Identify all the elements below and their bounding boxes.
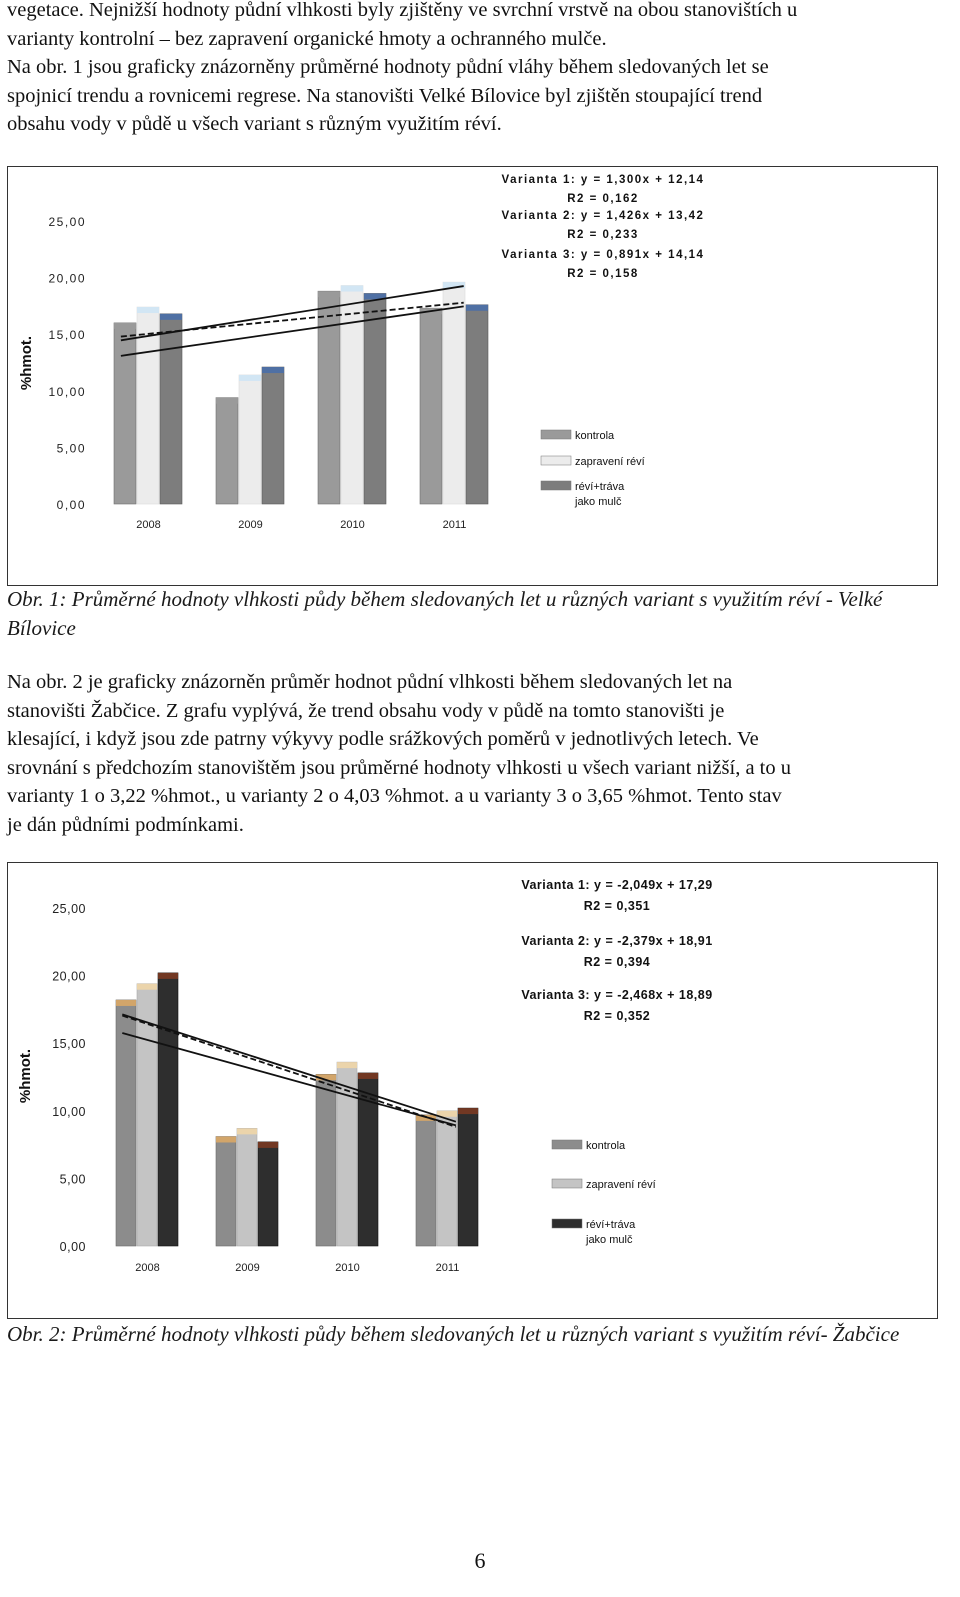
text-line: varianty kontrolní – bez zapravení organické hmoty a ochranného mulče. [7, 27, 607, 50]
text-line: Na obr. 1 jsou graficky znázorněny průměrné hodnoty půdní vláhy během sledovaných let se [7, 56, 769, 78]
paragraph-zabcice [7, 668, 943, 839]
chart-zabcice [8, 863, 937, 1318]
paragraph-intro [7, 0, 943, 139]
bar-cap [137, 984, 157, 990]
text-line: Na obr. 2 je graficky znázorněn průměr hodnot půdní vlhkosti během sledovaných let na [7, 671, 733, 693]
bar-1 [318, 291, 340, 504]
text-line: varianty 1 o 3,22 %hmot., u varianty 2 o 4,03 %hmot. a u varianty 3 o 3,65 %hmot. Tento stav [7, 785, 782, 807]
bar-3 [466, 305, 488, 504]
legend-swatch [552, 1219, 582, 1228]
legend-swatch [541, 430, 571, 439]
legend-swatch [541, 481, 571, 490]
bar-1 [216, 1136, 236, 1246]
x-tick-label: 2010 [340, 519, 365, 531]
text-line: spojnicí trendu a rovnicemi regrese. Na stanovišti Velké Bílovice byl zjištěn stoupající trend [7, 84, 763, 107]
bar-cap [466, 305, 488, 311]
bar-3 [158, 973, 178, 1246]
legend-label: réví+tráva [575, 481, 625, 493]
bar-cap [237, 1128, 257, 1134]
y-tick-label: 25,00 [48, 215, 86, 229]
x-tick-label: 2011 [442, 519, 467, 531]
y-tick-label: 0,00 [56, 498, 86, 512]
r-squared: R2 = 0,158 [567, 268, 639, 280]
bar-cap [318, 291, 340, 297]
legend-label: réví+tráva [586, 1219, 636, 1231]
bar-cap [116, 1000, 136, 1006]
text-line: je dán půdními podmínkami. [7, 813, 244, 836]
text-line: srovnání s předchozím stanovištěm jsou průměrné hodnoty vlhkosti u všech variant nižší, a to u [7, 756, 791, 779]
bar-cap [216, 398, 238, 404]
bar-cap [158, 973, 178, 979]
bar-cap [114, 323, 136, 329]
y-tick-label: 10,00 [52, 1104, 86, 1119]
bar-cap [239, 375, 261, 381]
r-squared: R2 = 0,351 [583, 899, 651, 913]
text-line: vegetace. Nejnižší hodnoty půdní vlhkosti byly zjištěny ve svrchní vrstvě na obou stanovištích u [7, 0, 798, 21]
figure-caption-2: Obr. 2: Průměrné hodnoty vlhkosti půdy během sledovaných let u různých variant s využitím réví- Žabčice [7, 1322, 900, 1346]
bar-1 [420, 308, 442, 504]
bar-1 [216, 398, 238, 504]
text-line: klesající, i když jsou zde patrny výkyvy podle srážkových poměrů v jednotlivých letech. Ve [7, 728, 759, 750]
r-squared: R2 = 0,233 [567, 229, 639, 241]
x-tick-label: 2008 [135, 1262, 160, 1274]
legend-label: kontrola [575, 430, 615, 442]
bar-3 [262, 367, 284, 504]
bar-cap [216, 1136, 236, 1142]
y-tick-label: 20,00 [52, 969, 86, 984]
text-line: obsahu vody v půdě u všech variant s různým využitím réví. [7, 113, 502, 135]
bar-cap [337, 1062, 357, 1068]
bar-cap [458, 1108, 478, 1114]
bar-3 [364, 293, 386, 504]
y-tick-label: 5,00 [56, 441, 86, 456]
x-tick-label: 2009 [238, 519, 263, 531]
figure-caption-1: Obr. 1: Průměrné hodnoty vlhkosti půdy během sledovaných let u různých variant s využitím réví - Velké Bílovice [7, 587, 883, 640]
y-axis-label: %hmot. [17, 1048, 34, 1104]
regression-equation: Varianta 2: y = 1,426x + 13,42 [501, 210, 705, 222]
x-tick-label: 2008 [136, 519, 161, 531]
bar-cap [258, 1142, 278, 1148]
x-tick-label: 2011 [435, 1262, 460, 1274]
y-tick-label: 10,00 [48, 384, 86, 399]
bar-3 [160, 314, 182, 504]
bar-cap [262, 367, 284, 373]
r-squared: R2 = 0,162 [567, 193, 639, 205]
y-tick-label: 0,00 [59, 1240, 86, 1254]
regression-equation: Varianta 1: y = -2,049x + 17,29 [521, 878, 713, 892]
text-line: stanovišti Žabčice. Z grafu vyplývá, že trend obsahu vody v půdě na tomto stanovišti je [7, 699, 725, 722]
bar-cap [341, 286, 363, 292]
bar-1 [416, 1115, 436, 1246]
y-tick-label: 5,00 [59, 1172, 86, 1187]
bar-1 [114, 323, 136, 504]
y-tick-label: 20,00 [48, 271, 86, 286]
bar-2 [237, 1128, 257, 1246]
regression-equation: Varianta 2: y = -2,379x + 18,91 [521, 934, 713, 948]
legend-swatch [552, 1140, 582, 1149]
chart-velke-bilovice [8, 167, 937, 585]
bar-2 [239, 375, 261, 504]
bar-1 [316, 1074, 336, 1246]
bar-3 [258, 1142, 278, 1246]
legend-label: jako mulč [586, 1234, 633, 1246]
bar-2 [437, 1111, 457, 1246]
bar-cap [358, 1073, 378, 1079]
r-squared: R2 = 0,394 [583, 955, 651, 969]
legend-label: jako mulč [575, 496, 622, 508]
chart-figure-1 [7, 166, 938, 586]
bar-cap [137, 307, 159, 313]
legend-label: zapravení réví [575, 456, 645, 468]
x-tick-label: 2009 [235, 1262, 260, 1274]
bar-cap [160, 314, 182, 320]
y-axis-label: %hmot. [18, 335, 35, 391]
regression-equation: Varianta 1: y = 1,300x + 12,14 [501, 174, 705, 186]
regression-equation: Varianta 3: y = -2,468x + 18,89 [521, 988, 713, 1002]
bar-2 [341, 286, 363, 504]
legend-swatch [552, 1179, 582, 1188]
regression-equation: Varianta 3: y = 0,891x + 14,14 [501, 249, 705, 261]
chart-figure-2 [7, 862, 938, 1319]
page-number: 6 [474, 1548, 486, 1573]
bar-2 [443, 282, 465, 504]
x-tick-label: 2010 [335, 1262, 360, 1274]
bar-3 [458, 1108, 478, 1246]
legend-label: zapravení réví [586, 1179, 656, 1191]
legend-label: kontrola [586, 1140, 626, 1152]
y-tick-label: 25,00 [52, 902, 86, 916]
y-tick-label: 15,00 [48, 328, 86, 343]
legend-swatch [541, 456, 571, 465]
y-tick-label: 15,00 [52, 1037, 86, 1052]
r-squared: R2 = 0,352 [583, 1009, 651, 1023]
